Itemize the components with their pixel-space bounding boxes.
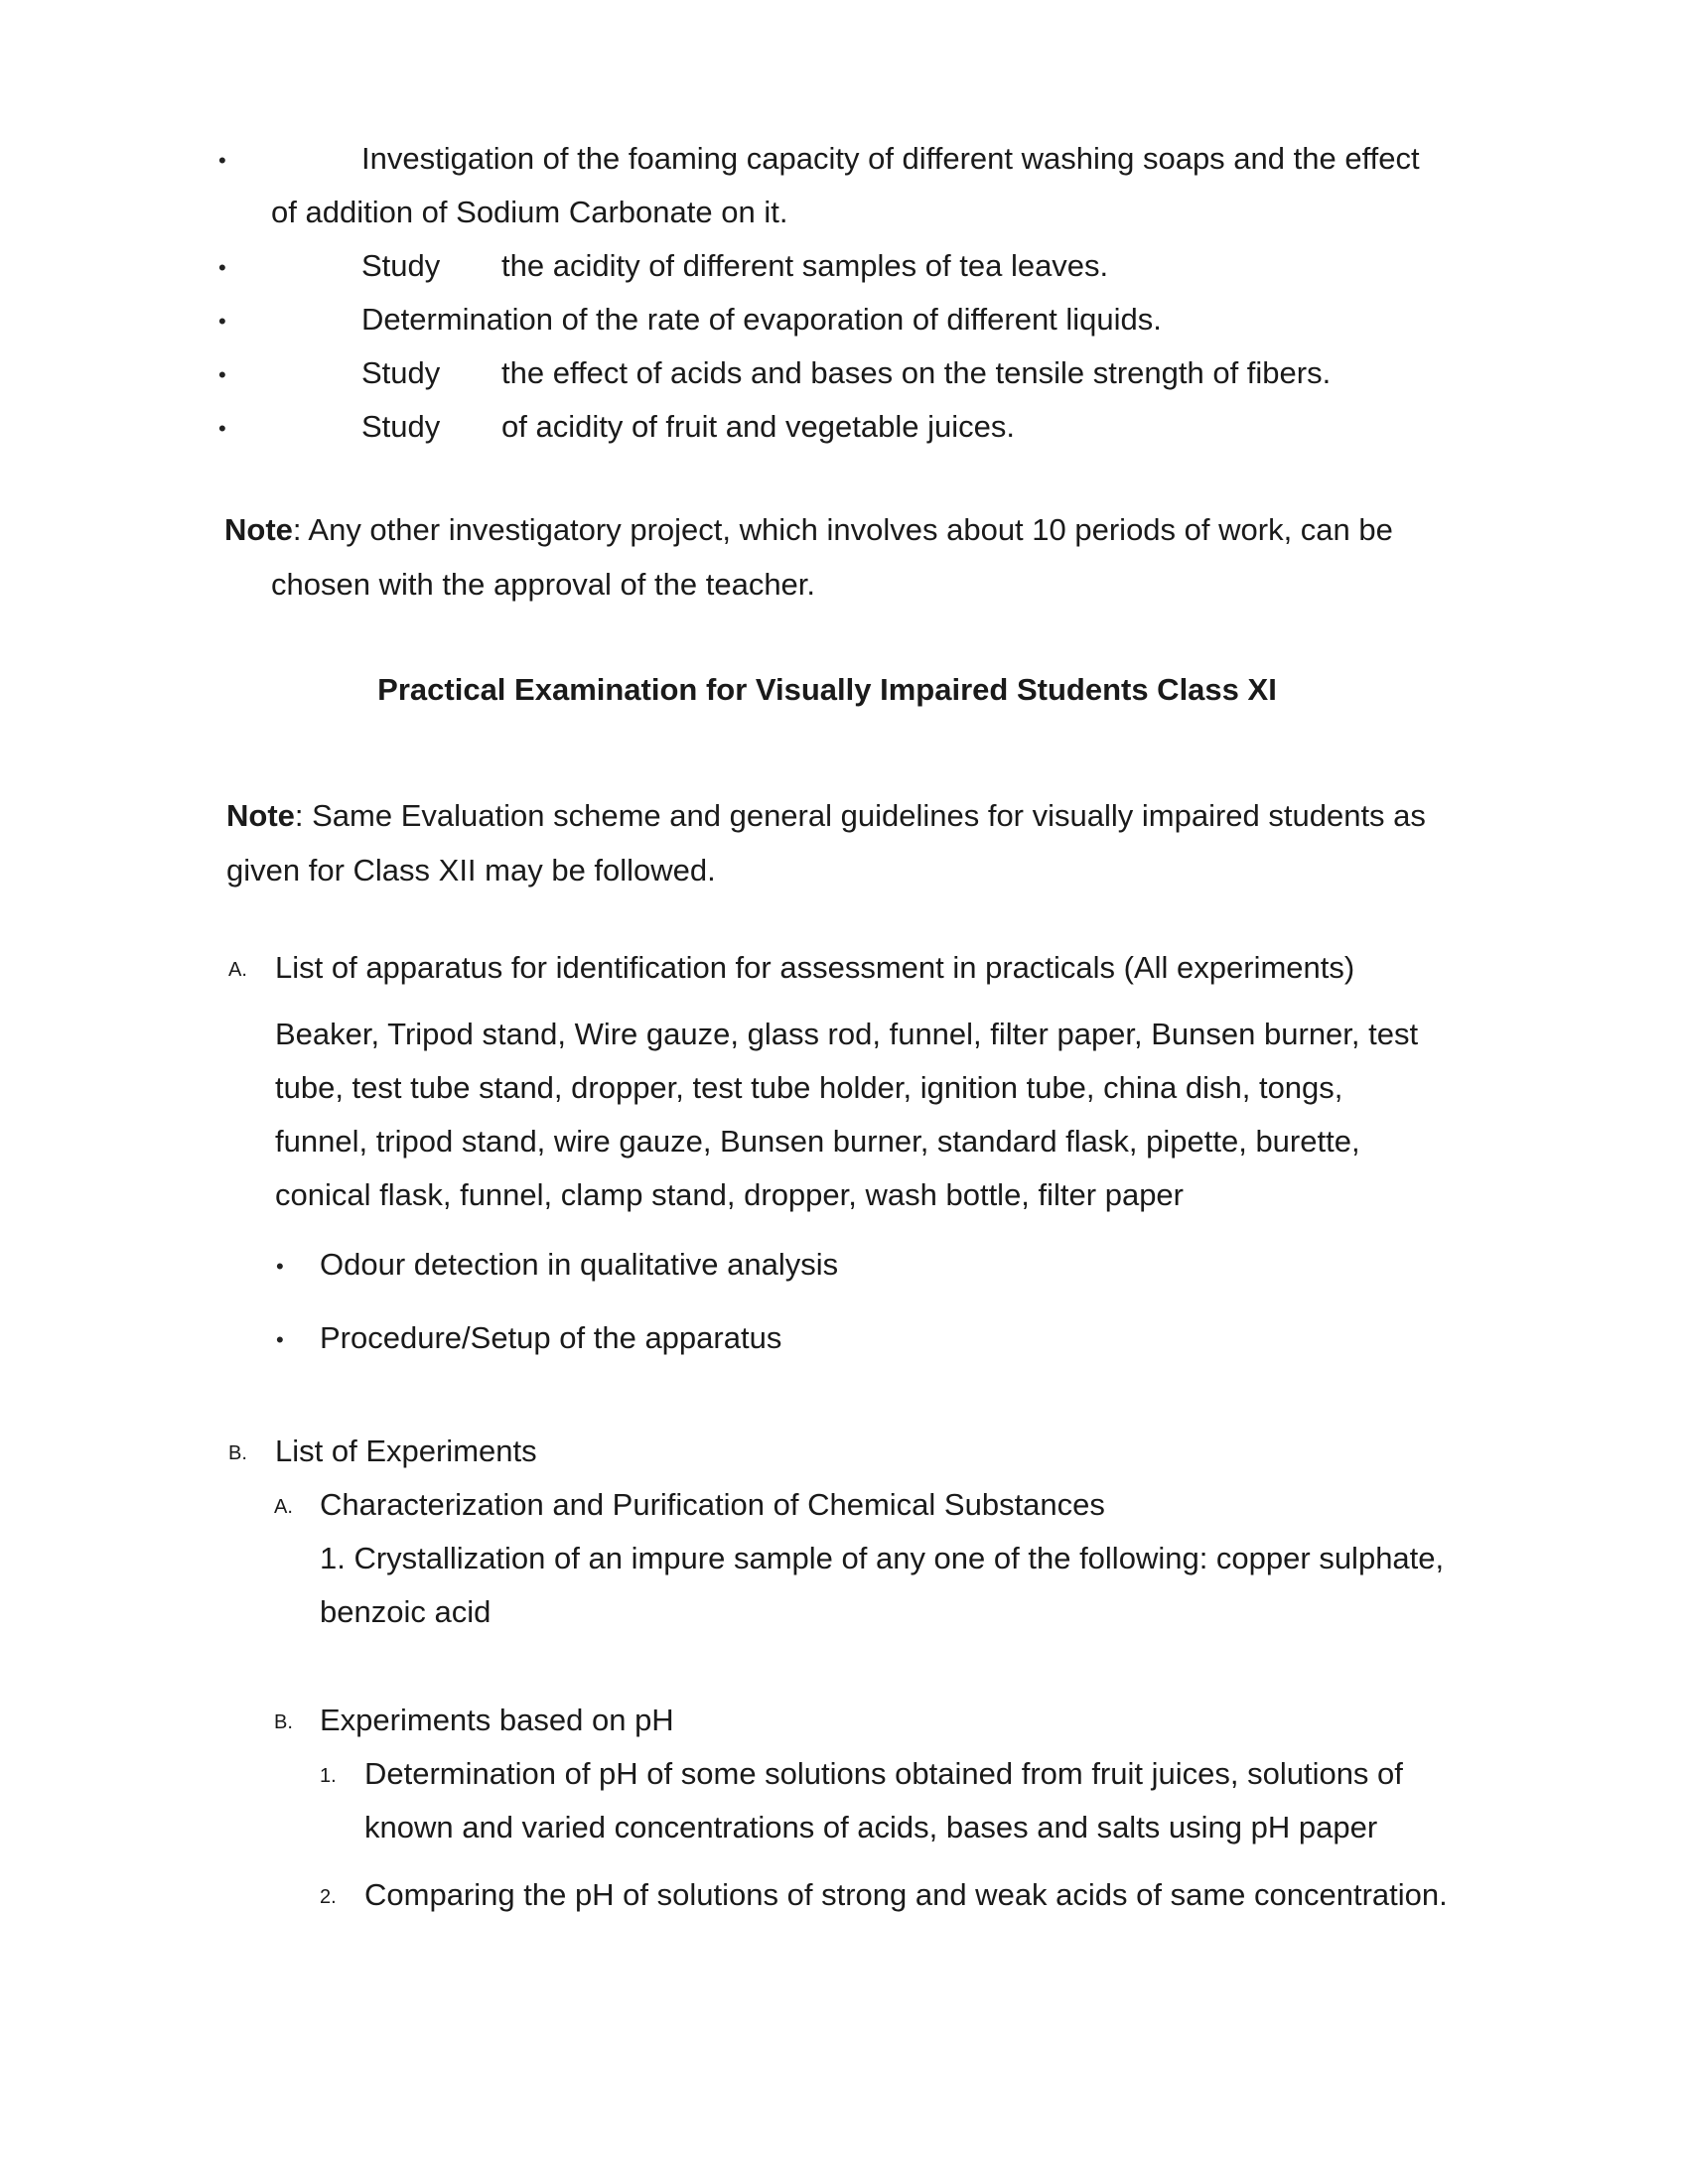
list-bullet: • [218, 255, 226, 280]
subsection-marker: A. [274, 1496, 293, 1518]
apparatus-line: funnel, tripod stand, wire gauze, Bunsen burner, standard flask, pipette, burette, [275, 1124, 1360, 1159]
experiment-item: 1. Crystallization of an impure sample of any one of the following: copper sulphate, [320, 1541, 1445, 1575]
list-item-text: of addition of Sodium Carbonate on it. [271, 195, 788, 229]
section-marker: B. [228, 1442, 247, 1464]
experiment-item: known and varied concentrations of acids, bases and salts using pH paper [364, 1810, 1378, 1844]
list-item-text: Odour detection in qualitative analysis [320, 1247, 839, 1282]
note-label: Note [226, 798, 295, 833]
list-bullet: • [218, 148, 226, 173]
note-text: : Same Evaluation scheme and general guidelines for visually impaired students as [294, 798, 1426, 833]
experiment-item: Determination of pH of some solutions obtained from fruit juices, solutions of [364, 1756, 1403, 1791]
apparatus-line: tube, test tube stand, dropper, test tube holder, ignition tube, china dish, tongs, [275, 1070, 1343, 1105]
experiment-item: Comparing the pH of solutions of strong and weak acids of same concentration. [364, 1877, 1448, 1912]
list-item-text: Investigation of the foaming capacity of different washing soaps and the effect [361, 141, 1420, 176]
list-item-lead: Study [361, 409, 441, 444]
list-item-text: Determination of the rate of evaporation of different liquids. [361, 302, 1162, 337]
section-marker: A. [228, 959, 247, 981]
list-bullet: • [218, 309, 226, 334]
section-title: List of apparatus for identification for assessment in practicals (All experiments) [275, 950, 1355, 985]
list-item-text: the acidity of different samples of tea leaves. [501, 248, 1109, 283]
item-number: 2. [320, 1886, 337, 1908]
apparatus-line: Beaker, Tripod stand, Wire gauze, glass rod, funnel, filter paper, Bunsen burner, test [275, 1017, 1419, 1051]
note-label: Note [224, 512, 293, 547]
item-number: 1. [320, 1765, 337, 1787]
experiment-item: benzoic acid [320, 1594, 492, 1629]
section-heading: Practical Examination for Visually Impaired Students Class XI [377, 672, 1277, 707]
list-item-lead: Study [361, 355, 441, 390]
apparatus-line: conical flask, funnel, clamp stand, dropper, wash bottle, filter paper [275, 1177, 1184, 1212]
subsection-title: Characterization and Purification of Chemical Substances [320, 1487, 1105, 1522]
list-item-text: of acidity of fruit and vegetable juices. [501, 409, 1015, 444]
section-title: List of Experiments [275, 1433, 537, 1468]
subsection-title: Experiments based on pH [320, 1703, 674, 1737]
note-text: : Any other investigatory project, which involves about 10 periods of work, can be [292, 512, 1393, 547]
note-line [226, 789, 1454, 843]
note-line [224, 503, 1454, 557]
list-item-lead: Study [361, 248, 441, 283]
note-text: chosen with the approval of the teacher. [271, 567, 816, 602]
list-item-text: Procedure/Setup of the apparatus [320, 1320, 782, 1355]
subsection-marker: B. [274, 1711, 293, 1733]
note-text: given for Class XII may be followed. [226, 853, 716, 887]
list-item-text: the effect of acids and bases on the tensile strength of fibers. [501, 355, 1332, 390]
list-bullet: • [218, 416, 226, 441]
list-bullet: • [276, 1254, 284, 1279]
list-bullet: • [218, 362, 226, 387]
list-bullet: • [276, 1327, 284, 1352]
